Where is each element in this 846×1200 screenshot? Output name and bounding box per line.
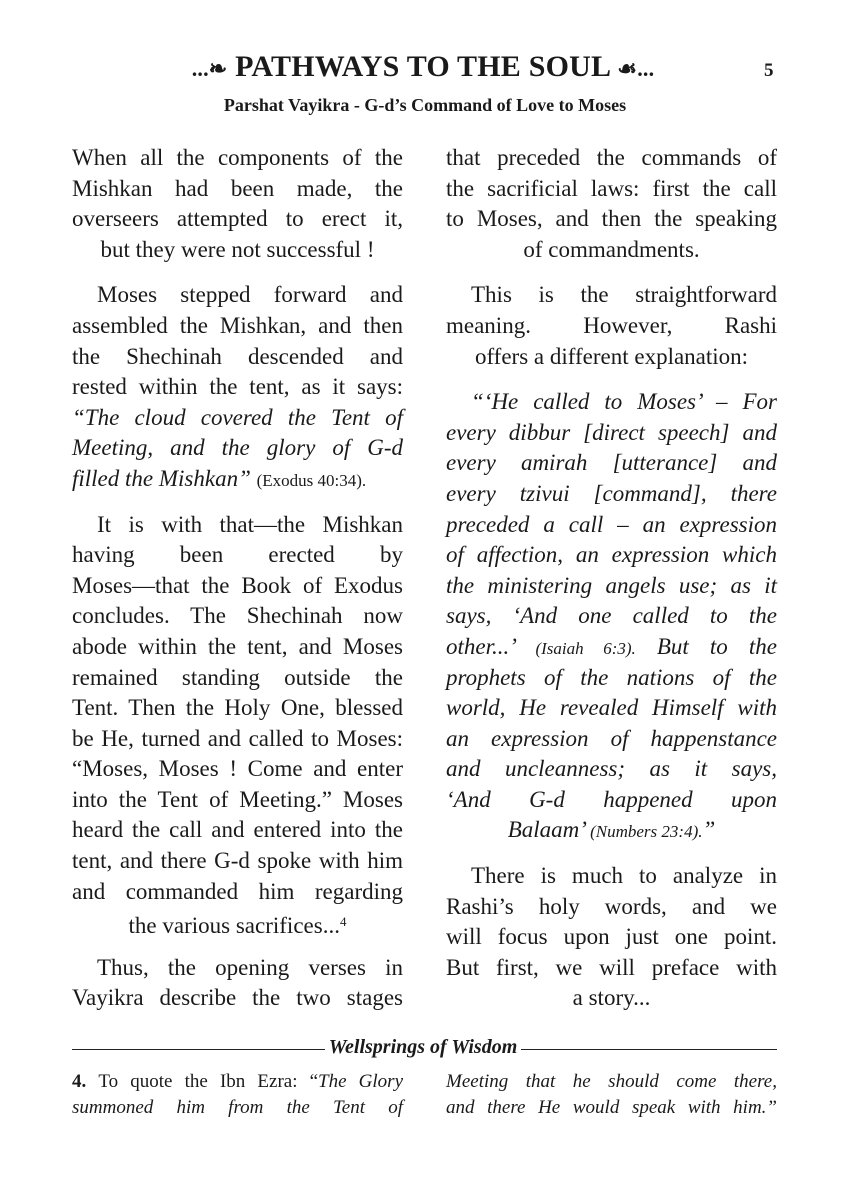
text-line	[72, 953, 403, 984]
text-line	[72, 632, 403, 663]
text-run: “The cloud covered the Tent of	[72, 404, 403, 430]
text-line	[446, 953, 777, 984]
text-run: summoned him from the Tent of	[72, 1097, 403, 1118]
text-line	[72, 311, 403, 342]
text-run: To quote the Ibn Ezra: “	[98, 1071, 319, 1092]
text-run: There is much to analyze in	[471, 863, 777, 889]
text-line	[446, 663, 777, 694]
text-run: Moses—that the Book of Exodus	[72, 572, 403, 598]
text-line	[446, 418, 777, 449]
text-line	[72, 785, 403, 816]
text-run: the various sacrifices...	[128, 913, 340, 939]
text-run: into the Tent of Meeting.” Moses	[72, 786, 403, 812]
footnote-column-left	[72, 1069, 403, 1121]
text-run: (Isaiah 6:3).	[535, 638, 636, 658]
text-run: Thus, the opening verses in	[97, 954, 403, 980]
text-line	[446, 892, 777, 923]
text-run: and there He would speak with him.”	[446, 1097, 777, 1118]
paragraph	[72, 510, 403, 938]
text-line	[446, 280, 777, 311]
text-run: preceded a call – an expression	[446, 511, 777, 537]
text-run: abode within the tent, and Moses	[72, 633, 403, 659]
section-label: Wellsprings of Wisdom	[325, 1036, 522, 1058]
text-line	[72, 204, 403, 235]
text-line	[72, 877, 403, 908]
text-run: It is with that—the Mishkan	[97, 511, 403, 537]
paragraph	[72, 280, 403, 494]
text-line	[446, 387, 777, 418]
text-run: the ministering angels use; as it	[446, 572, 777, 598]
text-line	[72, 372, 403, 403]
text-run: Vayikra describe the two stages	[72, 985, 403, 1011]
text-line	[446, 571, 777, 602]
text-line	[72, 464, 403, 495]
text-run: the Shechinah descended and	[72, 343, 403, 369]
text-line	[446, 311, 777, 342]
book-title: PATHWAYS TO THE SOUL	[235, 50, 610, 83]
text-line	[72, 754, 403, 785]
text-line	[446, 724, 777, 755]
footnote-line	[72, 1095, 403, 1121]
running-title	[0, 50, 846, 84]
text-run: rested within the tent, as it says:	[72, 374, 403, 400]
text-run: Moses stepped forward and	[97, 282, 403, 308]
text-column-left	[72, 143, 403, 1029]
text-run: ”	[702, 817, 716, 843]
text-run: This is the straightforward	[471, 282, 777, 308]
text-line	[72, 663, 403, 694]
text-line	[446, 601, 777, 632]
text-run: a story...	[572, 985, 651, 1011]
text-run: tent, and there G-d spoke with him	[72, 848, 403, 874]
text-line	[446, 510, 777, 541]
text-run: every tzivui [command], there	[446, 480, 777, 506]
footnote-line	[446, 1069, 777, 1095]
text-line	[446, 922, 777, 953]
footnote-line	[72, 1069, 403, 1095]
text-run: The Glory	[318, 1071, 403, 1092]
text-run: of commandments.	[523, 236, 700, 262]
text-line	[72, 724, 403, 755]
text-run: an expression of happenstance	[446, 725, 777, 751]
text-line	[446, 235, 777, 266]
paragraph	[446, 387, 777, 846]
text-run: and commanded him regarding	[72, 878, 403, 904]
text-run: prophets of the nations of the	[446, 664, 777, 690]
text-column-right	[446, 143, 777, 1029]
chapter-subtitle: Parshat Vayikra - G-d’s Command of Love to Moses	[223, 95, 627, 115]
text-run: Tent. Then the Holy One, blessed	[72, 695, 403, 721]
text-run: Balaam’	[507, 817, 591, 843]
text-line	[446, 143, 777, 174]
text-run: Rashi’s holy words, and we	[446, 893, 777, 919]
paragraph	[72, 953, 403, 1014]
text-run: the sacrificial laws: first the call	[446, 175, 777, 201]
text-line	[446, 815, 777, 846]
footnote-line	[446, 1095, 777, 1121]
ornament-left-icon: ...❧	[191, 56, 228, 82]
footnote-section-heading	[0, 1036, 846, 1059]
page-number: 5	[764, 60, 774, 81]
text-run: When all the components of the	[72, 145, 403, 170]
text-line	[446, 983, 777, 1014]
text-line	[72, 143, 403, 174]
text-run: but they were not successful !	[100, 236, 375, 262]
text-run: having been erected by	[72, 542, 403, 568]
paragraph	[446, 861, 777, 1014]
text-line	[72, 280, 403, 311]
text-line	[446, 754, 777, 785]
text-line	[446, 861, 777, 892]
text-run: Mishkan had been made, the	[72, 175, 403, 201]
text-line	[446, 632, 777, 663]
text-run: Meeting, and the glory of G-d	[72, 435, 403, 461]
paragraph	[72, 143, 403, 265]
text-run: Meeting that he should come there,	[446, 1071, 777, 1092]
text-run: remained standing outside the	[72, 664, 403, 690]
text-run: concludes. The Shechinah now	[72, 603, 403, 629]
text-line	[72, 540, 403, 571]
text-line	[72, 983, 403, 1014]
text-line	[72, 601, 403, 632]
text-line	[72, 693, 403, 724]
footnote-column-right	[446, 1069, 777, 1121]
text-run: assembled the Mishkan, and then	[72, 312, 403, 338]
text-line	[72, 571, 403, 602]
footnote-reference[interactable]: 4	[339, 914, 347, 930]
text-line	[72, 342, 403, 373]
text-run: that preceded the commands of	[446, 145, 777, 170]
text-line	[446, 204, 777, 235]
text-run: (Exodus 40:34).	[256, 470, 367, 490]
text-line	[72, 235, 403, 266]
text-run: every dibbur [direct speech] and	[446, 419, 777, 445]
text-run: every amirah [utterance] and	[446, 450, 777, 476]
text-line	[72, 815, 403, 846]
text-line	[72, 433, 403, 464]
text-run: world, He revealed Himself with	[446, 695, 777, 721]
text-run: to Moses, and then the speaking	[446, 206, 777, 232]
text-run: But first, we will preface with	[446, 954, 777, 980]
text-line	[72, 907, 403, 938]
text-run: says, ‘And one called to the	[446, 603, 777, 629]
text-run: be He, turned and called to Moses:	[72, 725, 403, 751]
text-line	[72, 403, 403, 434]
text-line	[446, 342, 777, 373]
text-run: overseers attempted to erect it,	[72, 206, 403, 232]
text-run: (Numbers 23:4).	[590, 822, 703, 842]
paragraph	[446, 280, 777, 372]
text-run: and uncleanness; as it says,	[446, 756, 777, 782]
text-run: filled the Mishkan”	[72, 465, 257, 491]
text-run: “Moses, Moses ! Come and enter	[72, 756, 403, 782]
text-line	[446, 693, 777, 724]
text-line	[446, 174, 777, 205]
footnote-number: 4.	[72, 1071, 99, 1092]
ornament-right-icon: ☙...	[617, 56, 655, 82]
text-line	[446, 479, 777, 510]
text-run: offers a different explanation:	[474, 343, 749, 369]
text-run: meaning. However, Rashi	[446, 312, 777, 338]
text-line	[446, 540, 777, 571]
text-line	[446, 448, 777, 479]
text-run: But to the	[635, 633, 777, 659]
text-run: ‘And G-d happened upon	[446, 786, 777, 812]
text-run: “‘He called to Moses’ – For	[471, 389, 777, 415]
text-run: heard the call and entered into the	[72, 817, 403, 843]
text-line	[72, 510, 403, 541]
text-line	[446, 785, 777, 816]
text-run: will focus upon just one point.	[446, 924, 777, 950]
text-run: other...’	[446, 633, 536, 659]
text-run: of affection, an expression which	[446, 542, 777, 568]
paragraph	[446, 143, 777, 265]
text-line	[72, 174, 403, 205]
text-line	[72, 846, 403, 877]
